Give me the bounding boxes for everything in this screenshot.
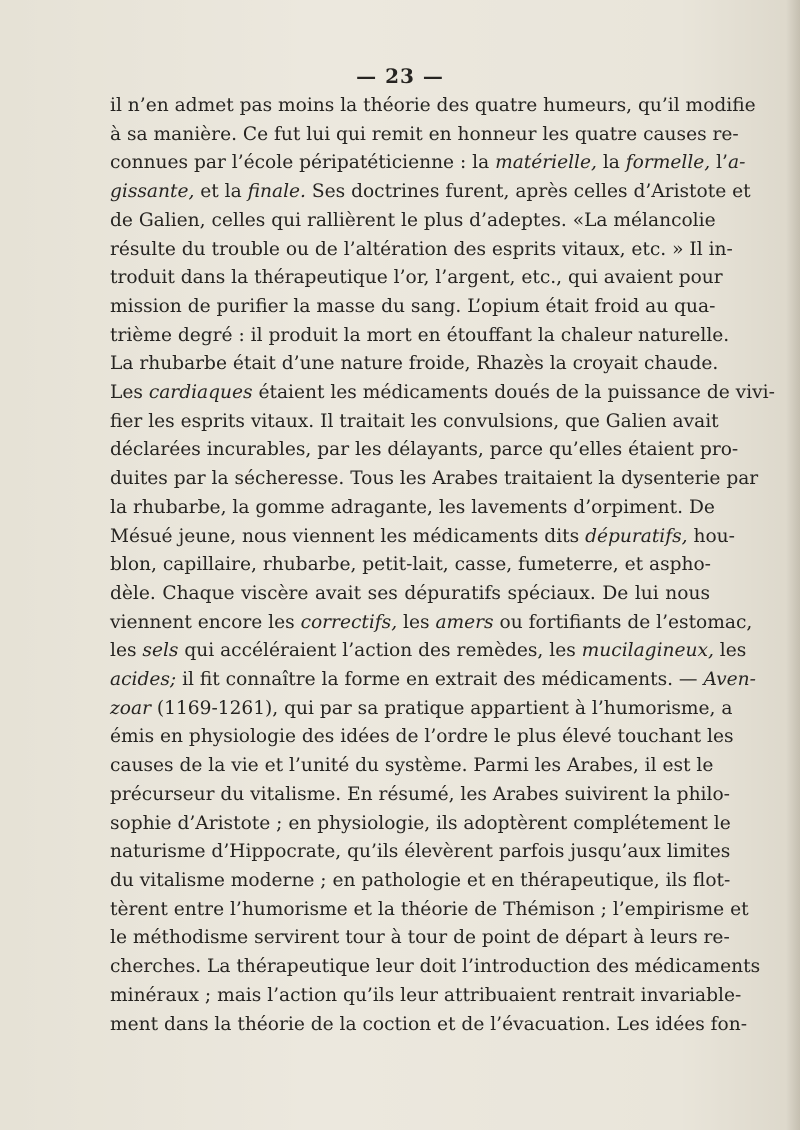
text-line: [110, 379, 775, 408]
text-line: [110, 207, 716, 236]
text-run: sophie d’Aristote ; en physiologie, ils adoptèrent complétement le: [110, 812, 731, 834]
page-number: — 23 —: [356, 64, 444, 88]
text-line: [110, 350, 719, 379]
text-run: mission de purifier la masse du sang. L’opium était froid au qua-: [110, 295, 716, 317]
text-run: minéraux ; mais l’action qu’ils leur attribuaient rentrait invariable-: [110, 984, 742, 1006]
italic-term: sels: [142, 640, 179, 662]
italic-term: mucilagineux,: [581, 640, 714, 662]
text-line: [110, 580, 710, 609]
text-run: Les: [110, 382, 149, 404]
text-run: troduit dans la thérapeutique l’or, l’argent, etc., qui avaient pour: [110, 267, 723, 289]
text-line: [110, 953, 761, 982]
text-line: [110, 609, 753, 638]
text-run: les: [397, 611, 436, 633]
text-line: [110, 810, 731, 839]
text-line: [110, 408, 719, 437]
text-run: les: [110, 640, 143, 662]
text-run: la: [596, 152, 626, 174]
text-run: émis en physiologie des idées de l’ordre le plus élevé touchant les: [110, 726, 734, 748]
text-run: ment dans la théorie de la coction et de l’évacuation. Les idées fon-: [110, 1013, 748, 1035]
text-line: [110, 838, 731, 867]
text-run: tèrent entre l’humorisme et la théorie de Thémison ; l’empirisme et: [110, 898, 749, 920]
text-line: [110, 896, 749, 925]
text-run: à sa manière. Ce fut lui qui remit en honneur les quatre causes re-: [110, 123, 739, 145]
text-run: précurseur du vitalisme. En résumé, les Arabes suivirent la philo-: [110, 783, 730, 805]
text-run: il n’en admet pas moins la théorie des quatre humeurs, qu’il modifie: [110, 95, 756, 116]
text-line: [110, 236, 733, 265]
page-edge-shadow: [786, 0, 800, 1130]
text-run: La rhubarbe était d’une nature froide, Rhazès la croyait chaude.: [110, 353, 719, 375]
text-line: [110, 867, 731, 896]
text-run: du vitalisme moderne ; en pathologie et en thérapeutique, ils flot-: [110, 869, 731, 891]
text-run: et la: [194, 181, 248, 203]
text-line: [110, 781, 730, 810]
text-run: Mésué jeune, nous viennent les médicaments dits: [110, 525, 586, 547]
text-line: [110, 178, 751, 207]
text-run: (1169-1261), qui par sa pratique appartient à l’humorisme, a: [150, 697, 733, 719]
text-line: [110, 149, 746, 178]
text-line: [110, 982, 742, 1011]
text-run: l’: [710, 152, 728, 174]
text-run: trième degré : il produit la mort en étouffant la chaleur naturelle.: [110, 324, 730, 346]
text-run: le méthodisme servirent tour à tour de point de départ à leurs re-: [110, 927, 730, 949]
text-line: [110, 723, 734, 752]
text-run: de Galien, celles qui rallièrent le plus d’adeptes. «La mélancolie: [110, 209, 716, 231]
text-line: [110, 494, 715, 523]
text-run: ou fortifiants de l’estomac,: [493, 611, 753, 633]
italic-term: amers: [435, 611, 494, 633]
italic-term: zoar: [110, 697, 151, 719]
text-run: causes de la vie et l’unité du système. Parmi les Arabes, il est le: [110, 755, 714, 777]
body-text: [110, 92, 775, 1039]
text-run: hou-: [687, 525, 735, 547]
text-run: viennent encore les: [110, 611, 301, 633]
text-line: [110, 924, 730, 953]
text-line: [110, 752, 714, 781]
text-line: [110, 666, 756, 695]
italic-term: a-: [727, 152, 746, 174]
italic-term: correctifs,: [300, 611, 398, 633]
text-line: [110, 695, 733, 724]
text-run: connues par l’école péripatéticienne : la: [110, 152, 496, 174]
text-run: naturisme d’Hippocrate, qu’ils élevèrent parfois jusqu’aux limites: [110, 841, 731, 863]
italic-term: matérielle,: [495, 152, 597, 174]
text-line: [110, 293, 716, 322]
text-run: cherches. La thérapeutique leur doit l’introduction des médicaments: [110, 956, 761, 978]
text-line: [110, 322, 730, 351]
italic-term: dépuratifs,: [585, 525, 688, 547]
text-line: [110, 465, 759, 494]
text-run: fier les esprits vitaux. Il traitait les convulsions, que Galien avait: [110, 410, 719, 432]
text-run: duites par la sécheresse. Tous les Arabes traitaient la dysenterie par: [110, 468, 759, 490]
text-run: la rhubarbe, la gomme adragante, les lavements d’orpiment. De: [110, 496, 715, 518]
text-run: blon, capillaire, rhubarbe, petit-lait, casse, fumeterre, et aspho-: [110, 554, 711, 576]
italic-term: finale.: [247, 181, 306, 203]
italic-term: cardiaques: [148, 382, 253, 404]
italic-term: Aven-: [703, 669, 756, 691]
text-run: les: [713, 640, 747, 662]
text-run: qui accéléraient l’action des remèdes, les: [178, 640, 582, 662]
text-run: il fit connaître la forme en extrait des médicaments. —: [176, 669, 704, 691]
text-line: [110, 637, 747, 666]
text-line: [110, 264, 723, 293]
italic-term: acides;: [110, 669, 177, 691]
text-line: [110, 121, 739, 150]
italic-term: formelle,: [625, 152, 711, 174]
text-line: [110, 92, 756, 121]
text-line: [110, 523, 735, 552]
text-run: déclarées incurables, par les délayants, parce qu’elles étaient pro-: [110, 439, 739, 461]
text-run: étaient les médicaments doués de la puissance de vivi-: [252, 382, 775, 404]
italic-term: gissante,: [110, 181, 195, 203]
text-line: [110, 1011, 748, 1040]
text-run: résulte du trouble ou de l’altération des esprits vitaux, etc. » Il in-: [110, 238, 733, 260]
text-run: Ses doctrines furent, après celles d’Aristote et: [305, 181, 751, 203]
text-run: dèle. Chaque viscère avait ses dépuratifs spéciaux. De lui nous: [110, 582, 710, 604]
text-line: [110, 551, 710, 580]
text-line: [110, 436, 739, 465]
